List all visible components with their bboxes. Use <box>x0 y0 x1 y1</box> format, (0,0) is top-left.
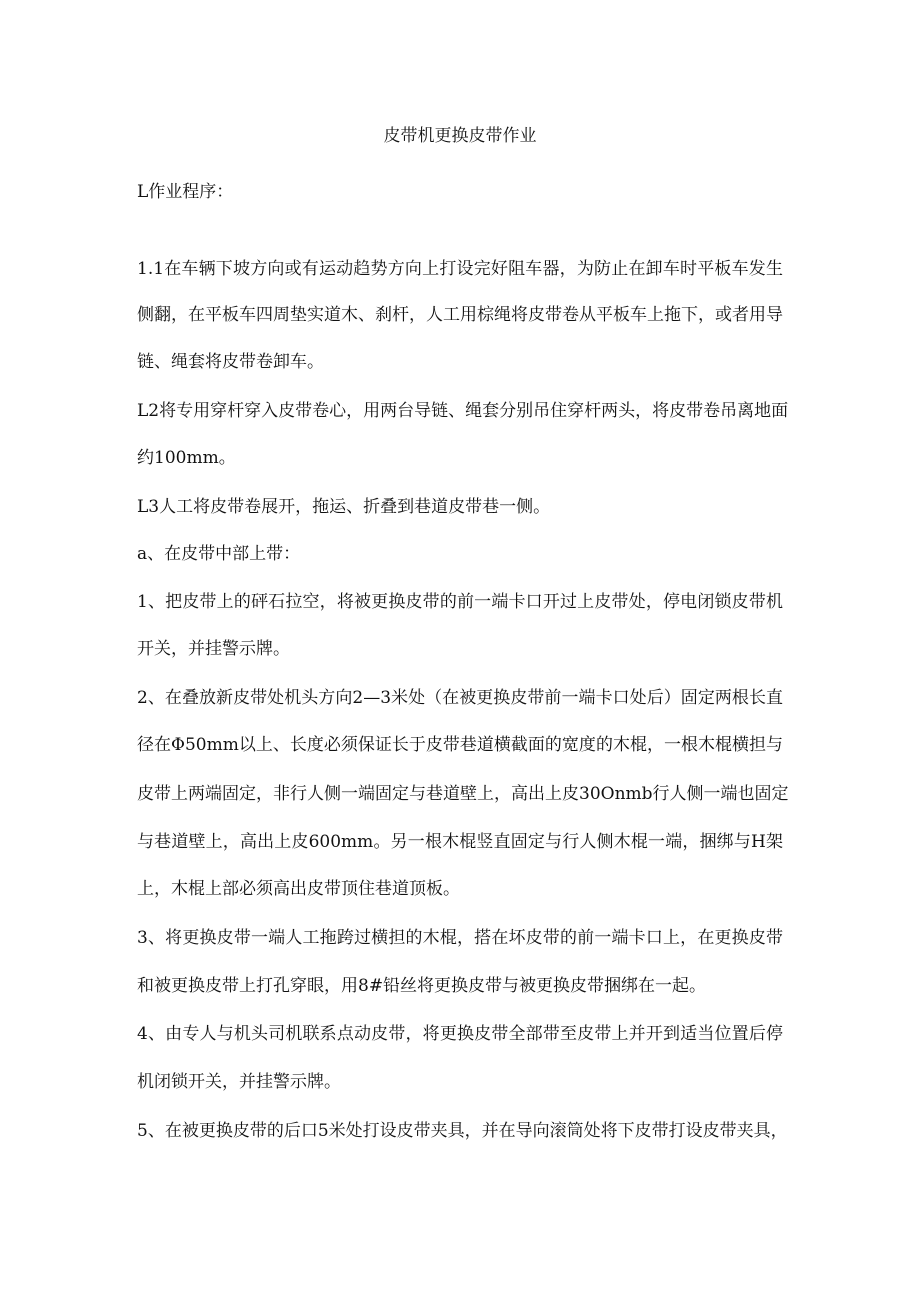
paragraph-line: 4、由专人与机头司机联系点动皮带，将更换皮带全部带至皮带上并开到适当位置后停 <box>137 1024 783 1044</box>
paragraph-line: 2、在叠放新皮带处机头方向2—3米处（在被更换皮带前一端卡口处后）固定两根长直 <box>137 688 783 708</box>
paragraph-line: 约100mm。 <box>137 448 236 468</box>
paragraph-line: 开关，并挂警示牌。 <box>137 639 290 659</box>
paragraph-line: 上，木棍上部必须高出皮带顶住巷道顶板。 <box>137 879 460 899</box>
section-heading: L作业程序： <box>137 182 234 202</box>
document-title: 皮带机更换皮带作业 <box>383 126 537 146</box>
paragraph-line: 径在Φ50mm以上、长度必须保证长于皮带巷道横截面的宽度的木棍，一根木棍横担与 <box>137 735 783 755</box>
paragraph-line: 与巷道壁上，高出上皮600mm。另一根木棍竖直固定与行人侧木棍一端，捆绑与H架 <box>137 832 783 852</box>
paragraph-line: 1、把皮带上的砰石拉空，将被更换皮带的前一端卡口开过上皮带处，停电闭锁皮带机 <box>137 592 783 612</box>
paragraph-line: 链、绳套将皮带卷卸车。 <box>137 352 324 372</box>
paragraph-line: 3、将更换皮带一端人工拖跨过横担的木棍，搭在坏皮带的前一端卡口上，在更换皮带 <box>137 928 783 948</box>
paragraph-line: 机闭锁开关，并挂警示牌。 <box>137 1072 341 1092</box>
paragraph-line: 5、在被更换皮带的后口5米处打设皮带夹具，并在导向滚筒处将下皮带打设皮带夹具， <box>137 1121 788 1141</box>
paragraph-line: a、在皮带中部上带： <box>137 544 301 564</box>
paragraph-line: 1.1在车辆下坡方向或有运动趋势方向上打设完好阻车器，为防止在卸车时平板车发生 <box>137 259 783 279</box>
paragraph-line: L2将专用穿杆穿入皮带卷心，用两台导链、绳套分别吊住穿杆两头，将皮带卷吊离地面 <box>137 401 789 421</box>
paragraph-line: 侧翻，在平板车四周垫实道木、刹杆，人工用棕绳将皮带卷从平板车上拖下，或者用导 <box>137 305 783 325</box>
paragraph-line: 皮带上两端固定，非行人侧一端固定与巷道壁上，高出上皮30Onmb行人侧一端也固定 <box>137 784 789 804</box>
paragraph-line: L3人工将皮带卷展开，拖运、折叠到巷道皮带巷一侧。 <box>137 497 551 517</box>
paragraph-line: 和被更换皮带上打孔穿眼，用8#铅丝将更换皮带与被更换皮带捆绑在一起。 <box>137 976 707 996</box>
